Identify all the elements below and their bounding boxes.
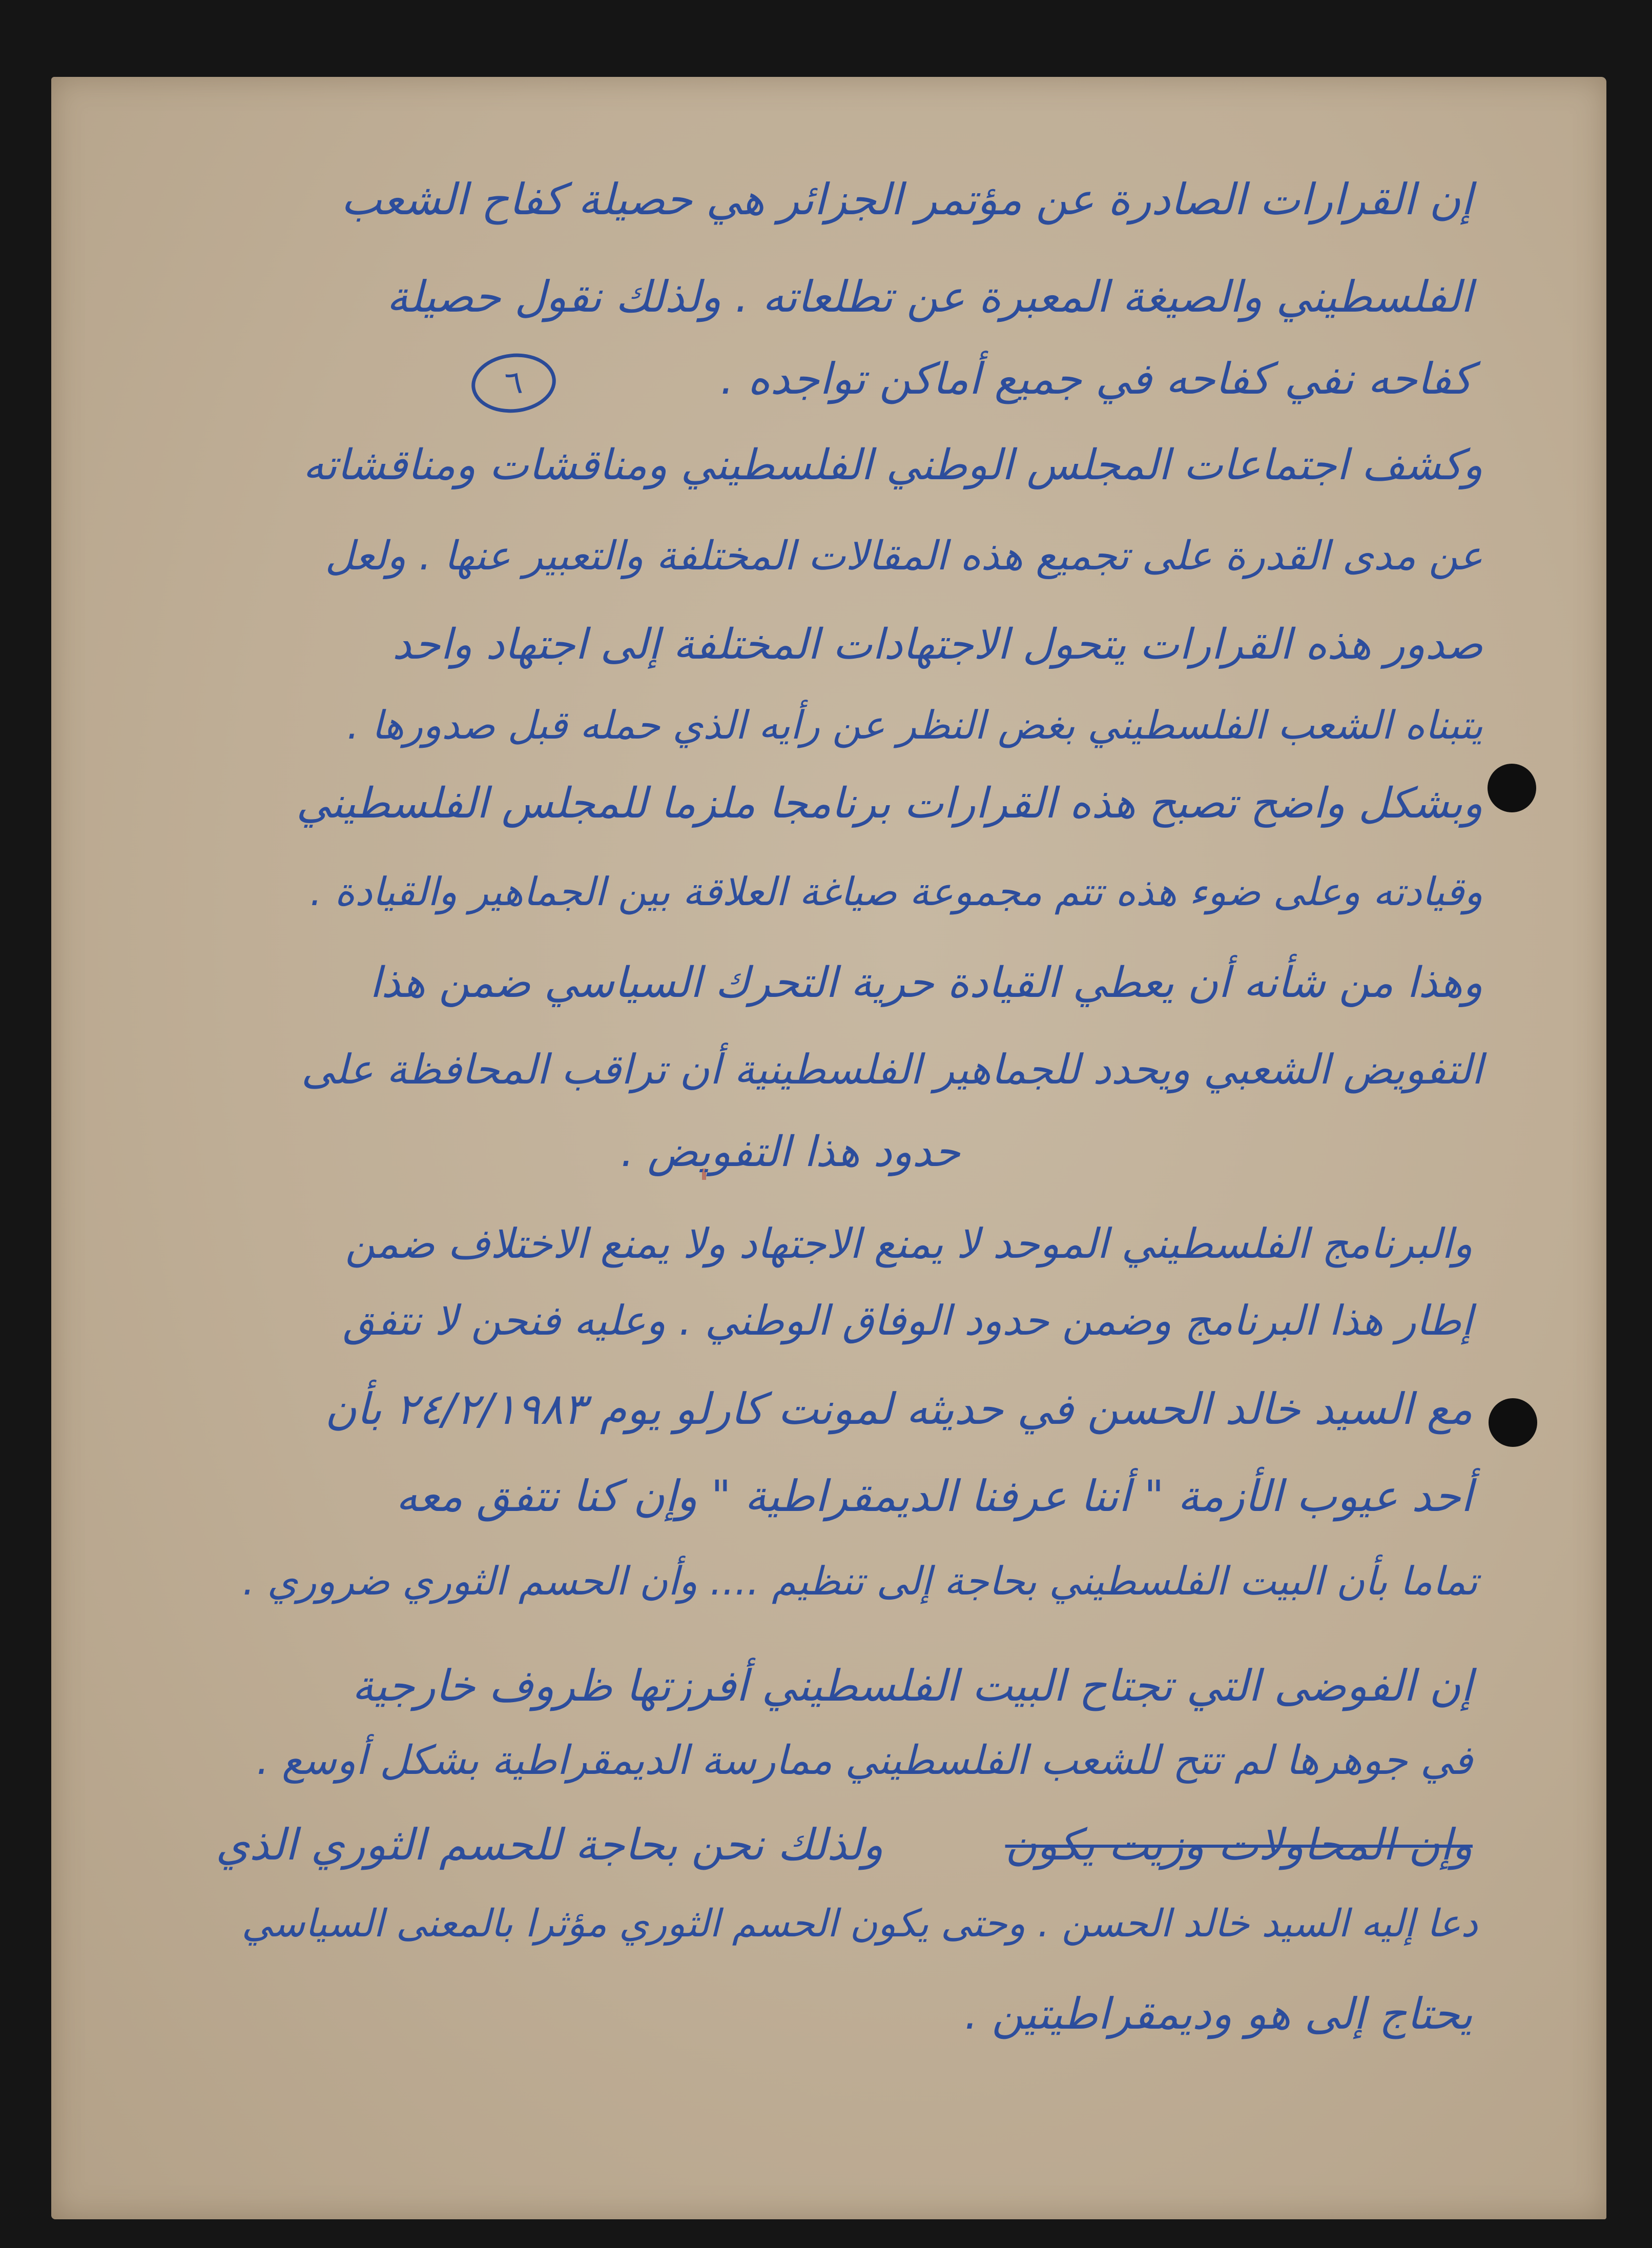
text-line: حدود هذا التفويض .: [621, 1128, 960, 1176]
text-line: إن الفوضى التي تجتاح البيت الفلسطيني أفرزتها ظروف خارجية: [352, 1661, 1473, 1711]
text-line: أحد عيوب الأزمة " أننا عرفنا الديمقراطية " وإن كنا نتفق معه: [396, 1471, 1473, 1521]
text-line: صدور هذه القرارات يتحول الاجتهادات المختلفة إلى اجتهاد واحد: [392, 620, 1483, 669]
text-line: وهذا من شأنه أن يعطي القيادة حرية التحرك السياسي ضمن هذا: [369, 958, 1483, 1007]
page-number: ٦: [503, 363, 524, 402]
text-line: الفلسطيني والصيغة المعبرة عن تطلعاته . ولذلك نقول حصيلة: [386, 272, 1473, 322]
text-line: ولذلك نحن بحاجة للحسم الثوري الذي: [215, 1820, 883, 1870]
text-line: دعا إليه السيد خالد الحسن . وحتى يكون الحسم الثوري مؤثرا بالمعنى السياسي: [241, 1902, 1478, 1946]
text-line: إطار هذا البرنامج وضمن حدود الوفاق الوطني . وعليه فنحن لا نتفق: [343, 1297, 1473, 1344]
text-line: تماما بأن البيت الفلسطيني بحاجة إلى تنظيم .... وأن الحسم الثوري ضروري .: [242, 1558, 1478, 1604]
text-line: وبشكل واضح تصبح هذه القرارات برنامجا ملزما للمجلس الفلسطيني: [296, 779, 1483, 828]
text-line: إن القرارات الصادرة عن مؤتمر الجزائر هي حصيلة كفاح الشعب: [341, 174, 1473, 224]
struck-text: وإن المحاولات وزيت يكون: [1005, 1820, 1473, 1870]
text-line: والبرنامج الفلسطيني الموحد لا يمنع الاجتهاد ولا يمنع الاختلاف ضمن: [345, 1220, 1473, 1268]
text-line: يتبناه الشعب الفلسطيني بغض النظر عن رأيه الذي حمله قبل صدورها .: [346, 702, 1483, 748]
text-line: التفويض الشعبي ويحدد للجماهير الفلسطينية أن تراقب المحافظة على: [301, 1046, 1483, 1093]
text-line: كفاحه نفي كفاحه في جميع أماكن تواجده .: [720, 354, 1473, 404]
text-line: وقيادته وعلى ضوء هذه تتم مجموعة صياغة العلاقة بين الجماهير والقيادة .: [309, 869, 1483, 914]
text-line: في جوهرها لم تتح للشعب الفلسطيني ممارسة الديمقراطية بشكل أوسع .: [256, 1738, 1473, 1784]
text-line: يحتاج إلى هو وديمقراطيتين .: [964, 1989, 1473, 2039]
text-line: عن مدى القدرة على تجميع هذه المقالات المختلفة والتعبير عنها . ولعل: [325, 533, 1483, 579]
text-line: وكشف اجتماعات المجلس الوطني الفلسطيني ومناقشات ومناقشاته: [303, 441, 1483, 489]
text-line: مع السيد خالد الحسن في حديثه لمونت كارلو يوم ٢٤/٢/١٩٨٣ بأن: [325, 1384, 1473, 1434]
